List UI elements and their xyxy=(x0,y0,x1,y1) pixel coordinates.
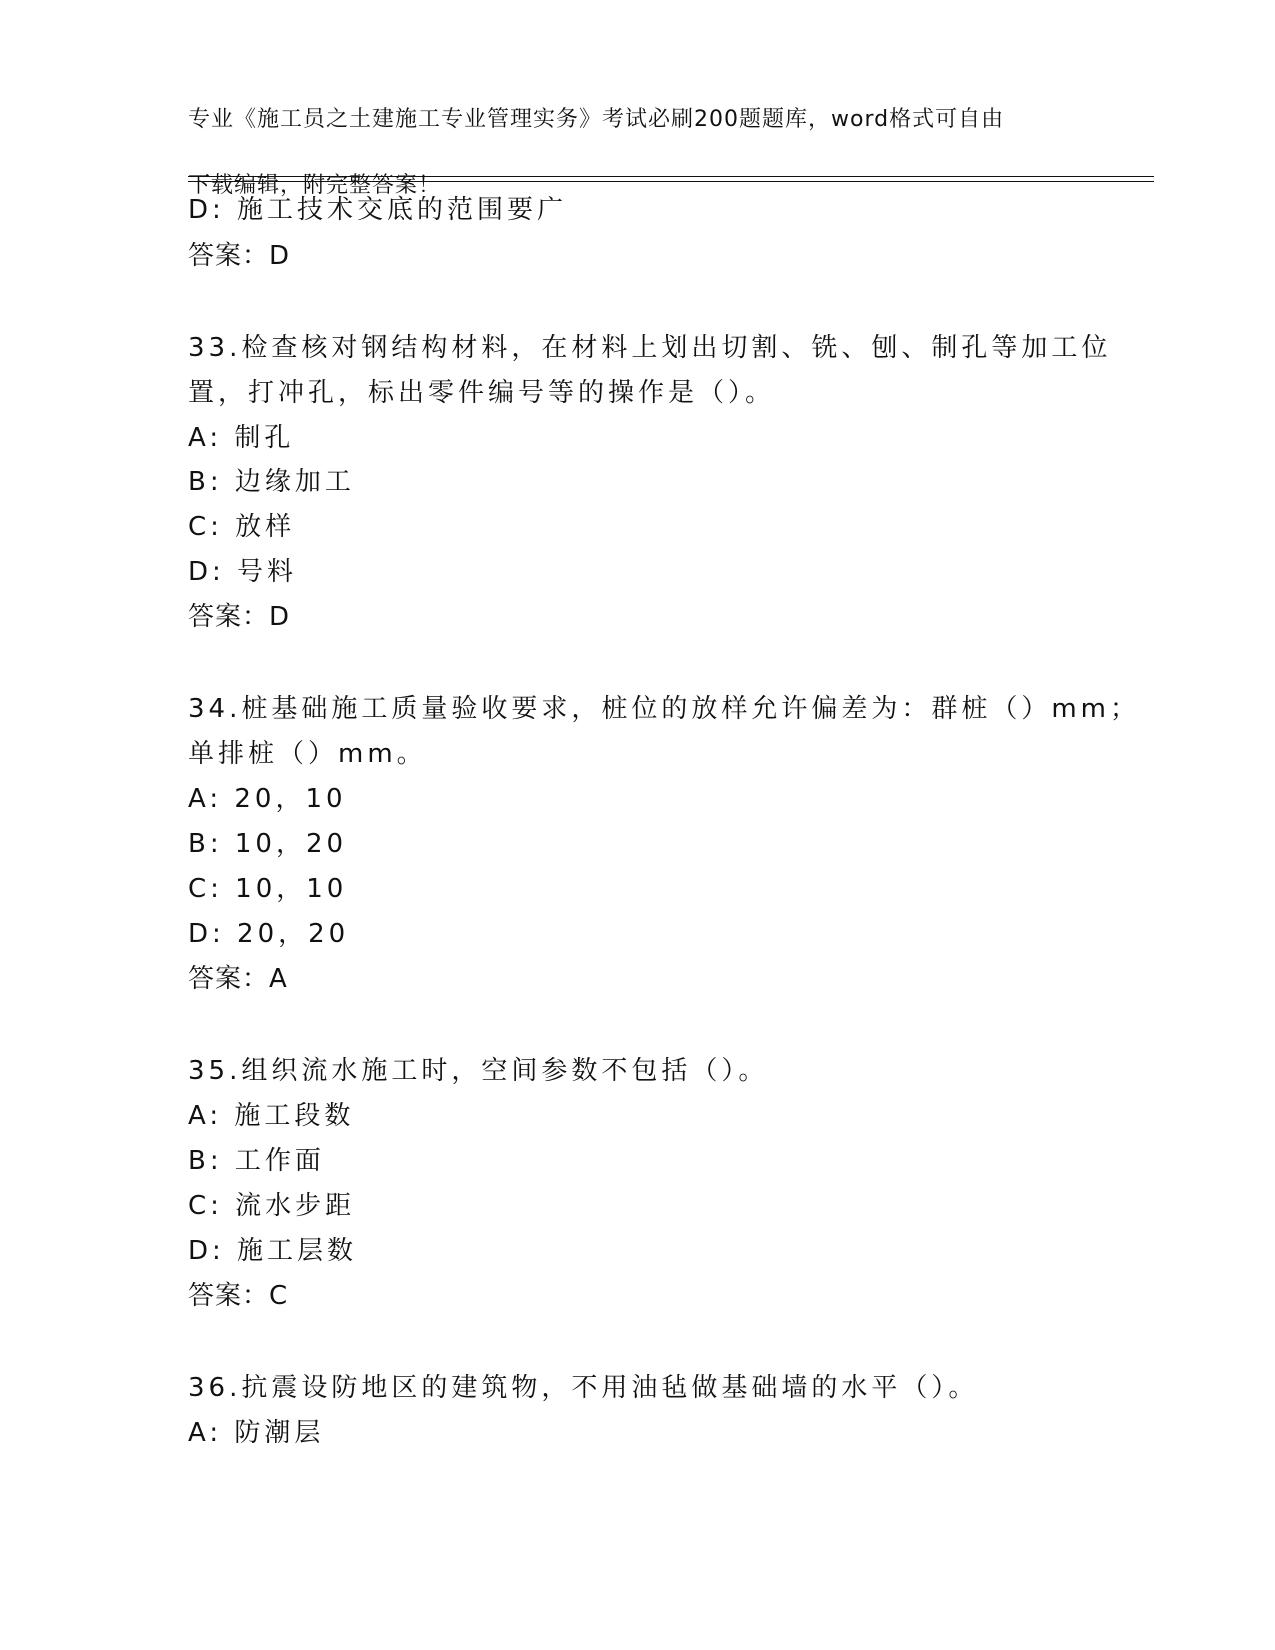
q34-option-d: D: 20，20 xyxy=(188,919,350,949)
q33-option-d: D: 号料 xyxy=(188,557,298,587)
prev-option-d: D: 施工技术交底的范围要广 xyxy=(188,195,568,225)
prev-answer: 答案：D xyxy=(188,241,291,271)
q34-stem-line-2: 单排桩（）mm。 xyxy=(188,739,427,769)
header-divider-bottom xyxy=(188,181,1154,182)
q33-option-a: A: 制孔 xyxy=(188,423,295,453)
q33-answer: 答案：D xyxy=(188,602,291,632)
q35-option-d: D: 施工层数 xyxy=(188,1236,358,1266)
q35-option-a: A: 施工段数 xyxy=(188,1101,355,1131)
q33-stem-line-1: 33.检查核对钢结构材料，在材料上划出切割、铣、刨、制孔等加工位 xyxy=(188,333,1112,363)
q35-answer: 答案：C xyxy=(188,1281,289,1311)
q34-option-c: C: 10，10 xyxy=(188,874,348,904)
q36-option-a: A: 防潮层 xyxy=(188,1418,325,1448)
header-divider-top xyxy=(188,176,1154,177)
q35-option-c: C: 流水步距 xyxy=(188,1191,356,1221)
q35-stem-line-1: 35.组织流水施工时，空间参数不包括（）。 xyxy=(188,1056,769,1086)
q34-option-b: B: 10，20 xyxy=(188,829,348,859)
q36-stem-line-1: 36.抗震设防地区的建筑物，不用油毡做基础墙的水平（）。 xyxy=(188,1373,979,1403)
q34-answer: 答案：A xyxy=(188,964,288,994)
header-line-2: 下载编辑，附完整答案！ xyxy=(188,173,442,198)
q34-option-a: A: 20，10 xyxy=(188,784,347,814)
q33-option-b: B: 边缘加工 xyxy=(188,467,355,497)
q33-stem-line-2: 置，打冲孔，标出零件编号等的操作是（）。 xyxy=(188,378,776,408)
header-line-1: 专业《施工员之土建施工专业管理实务》考试必刷200题题库，word格式可自由 xyxy=(188,107,1005,132)
q35-option-b: B: 工作面 xyxy=(188,1146,325,1176)
q34-stem-line-1: 34.桩基础施工质量验收要求，桩位的放样允许偏差为：群桩（）mm； xyxy=(188,694,1141,724)
q33-option-c: C: 放样 xyxy=(188,512,296,542)
